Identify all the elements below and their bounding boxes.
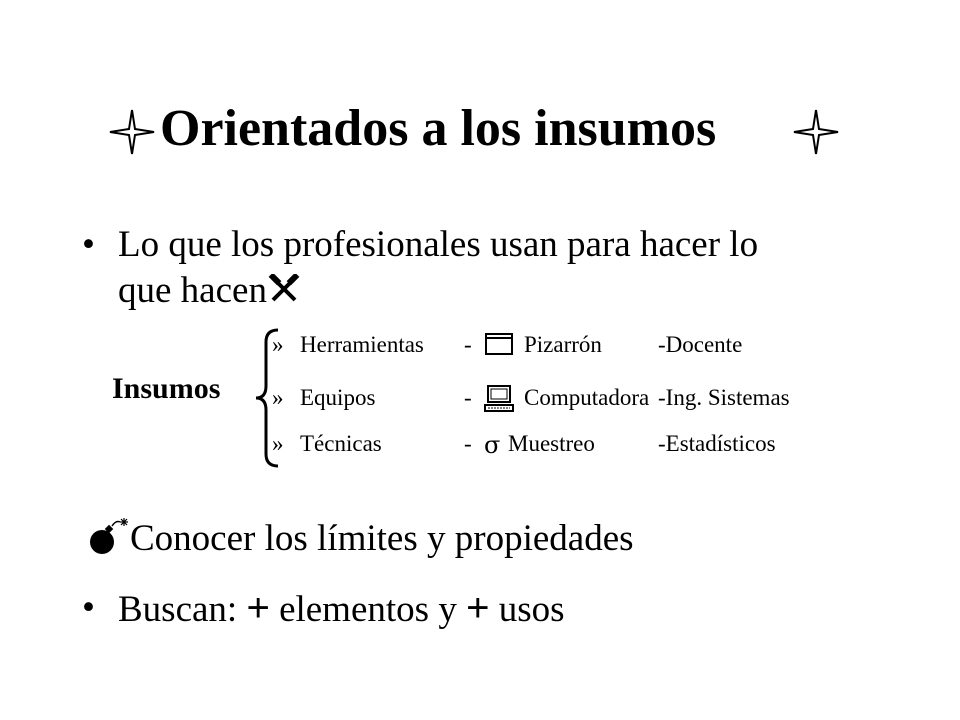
buscan-prefix: Buscan: [118, 589, 238, 630]
row-item: Técnicas [300, 431, 382, 456]
slide-title: Orientados a los insumos [160, 100, 717, 157]
bullet-line-2 [118, 268, 878, 314]
computer-icon [484, 385, 514, 419]
bullet-marker: • [82, 224, 95, 265]
buscan-elementos: elementos [279, 589, 430, 630]
row-marker: » [272, 332, 284, 357]
sigma-symbol: σ [484, 431, 501, 459]
row-professional: -Docente [658, 332, 743, 357]
hammer-tools-icon [267, 274, 301, 304]
row-professional: -Estadísticos [658, 431, 776, 456]
bullet-line-1: Lo que los profesionales usan para hacer lo [118, 224, 759, 265]
row-dash: - [464, 431, 472, 456]
row-professional: -Ing. Sistemas [658, 385, 790, 410]
row-item: Herramientas [300, 332, 424, 357]
plus-sign: + [246, 586, 270, 630]
buscan-and: y [438, 589, 457, 630]
insumos-label: Insumos [112, 372, 221, 405]
bullet-line-2-text: que hacen [118, 270, 267, 311]
row-example: Computadora [524, 385, 650, 410]
plus-sign: + [466, 586, 490, 630]
row-dash: - [464, 332, 472, 357]
four-point-star-icon [792, 108, 840, 156]
bullet-marker: • [82, 587, 95, 628]
bullet-text [118, 222, 878, 314]
row-dash: - [464, 385, 472, 410]
row-item: Equipos [300, 385, 376, 410]
row-example: Muestreo [508, 431, 595, 456]
row-marker: » [272, 385, 284, 410]
board-icon [484, 332, 514, 362]
title-row [0, 92, 960, 172]
buscan-usos: usos [498, 589, 565, 630]
row-example: Pizarrón [524, 332, 602, 357]
bullet-buscan-text [118, 585, 565, 633]
bullet-limits-text: Conocer los límites y propiedades [130, 518, 634, 559]
bomb-icon [88, 516, 132, 556]
four-point-star-icon [108, 108, 156, 156]
row-marker: » [272, 431, 284, 456]
